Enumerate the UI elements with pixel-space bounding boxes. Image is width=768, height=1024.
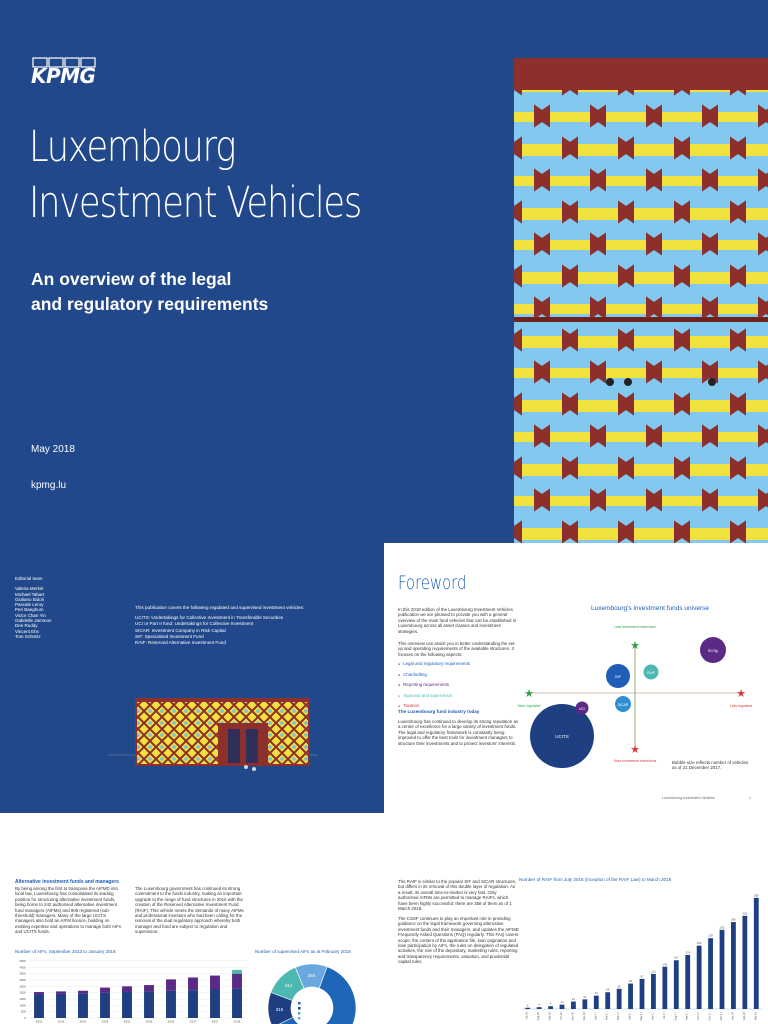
bar-segment [34, 992, 44, 995]
raif-bar [708, 938, 713, 1009]
raif-x-tick-label: Mar-18 [754, 1012, 758, 1021]
raif-bar [674, 960, 679, 1009]
raif-x-tick-label: Sep-17 [685, 1012, 689, 1021]
y-tick-label: 4500 [19, 959, 26, 963]
x-tick-label: 03/16 [145, 1020, 153, 1024]
team-member: Giuliano Bidoli [15, 596, 44, 602]
foreword-page [384, 543, 768, 813]
vehicle-item: RAIF: Reserved Alternative Investment Fund [135, 640, 226, 646]
raif-value-label: 24 [571, 997, 575, 1002]
raif-value-label: 300 [742, 911, 748, 916]
bar-segment [188, 990, 198, 1018]
bar-segment [210, 990, 220, 1019]
raif-x-tick-label: Dec-16 [582, 1012, 586, 1021]
bar-segment [144, 991, 154, 1018]
raif-value-label: 82 [629, 979, 633, 984]
team-member: Michael Tabart [15, 591, 45, 597]
bar-segment [78, 991, 88, 994]
raif-x-tick-label: Dec-17 [720, 1012, 723, 1021]
y-tick-label: 2000 [19, 990, 26, 995]
aif-section-title: Alternative investment funds and managers [15, 879, 119, 885]
bar-segment [144, 985, 154, 991]
bar-segment [232, 974, 242, 989]
raif-value-label: 228 [708, 933, 713, 938]
y-tick-label: 3500 [19, 971, 26, 976]
label-top: Less investment restrictions [614, 625, 656, 629]
bubble-label-uci: UCI [578, 707, 586, 711]
editorial-team-heading: Editorial team [15, 576, 43, 581]
legend-swatch [298, 1017, 301, 1020]
raif-bar [594, 996, 599, 1009]
cover-title-line1: Luxembourg [29, 122, 236, 172]
raif-bar [605, 992, 610, 1009]
raif-value-label: 97 [640, 974, 644, 979]
team-member: Valeria Merkel [15, 586, 44, 592]
vehicle-item: SICAR: Investment Company in Risk Capital [135, 627, 226, 633]
raif-value-label: 6 [538, 1002, 540, 1007]
raif-bar [537, 1007, 542, 1009]
team-member: Gabrielle Jammon [15, 618, 52, 624]
raif-bar [662, 967, 667, 1009]
page-number: 1 [749, 796, 751, 800]
x-tick-label: 09/17 [211, 1020, 219, 1024]
supervised-aifs-donut-chart [262, 956, 382, 1024]
raif-value-label: 174 [685, 950, 691, 955]
x-tick-label: 09/14 [79, 1020, 87, 1024]
bar-segment [56, 991, 66, 994]
raif-value-label: 255 [719, 925, 725, 930]
legend-label: RAIFs [302, 1016, 311, 1021]
aspect-item: ● Taxation [398, 701, 518, 712]
raif-value-label: 31 [583, 994, 587, 999]
donut-chart-title: Number of supervised AIFs as at February 2018 [255, 949, 351, 954]
raif-x-tick-label: Aug-16 [537, 1012, 541, 1021]
raif-bar [651, 974, 656, 1009]
team-member: Vincent Ehx [15, 628, 39, 634]
raif-bar [640, 979, 645, 1009]
y-tick-label: 500 [20, 1009, 26, 1014]
team-member: Tom Schmitz [15, 633, 41, 639]
aif-page [0, 813, 384, 1024]
raif-value-label: 54 [606, 987, 610, 992]
raif-x-tick-label: Mar-17 [617, 1012, 621, 1021]
cover-url: kpmg.lu [31, 480, 67, 491]
legend-label: SIFs [302, 1006, 309, 1011]
legend-label: Part II [302, 1001, 311, 1006]
aspect-item: ● Legal and regulatory requirements [398, 659, 518, 670]
editorial-page [0, 543, 384, 813]
bar-segment [232, 970, 242, 974]
raif-value-label: 9 [549, 1001, 552, 1006]
x-tick-label: 01/18 [233, 1020, 241, 1024]
legend-label: SICARs [302, 1011, 313, 1016]
raif-bar [548, 1006, 553, 1009]
y-tick-label: 4000 [19, 965, 26, 970]
raif-value-label: 280 [731, 917, 736, 922]
raif-value-label: 113 [651, 969, 656, 974]
vehicle-item: UCI or Part II fund: Undertakings for Collective Investment [135, 621, 254, 627]
raif-bar [742, 916, 747, 1009]
raif-value-label: 43 [594, 991, 598, 996]
donut-value-label: 315 [275, 1007, 284, 1013]
y-tick-label: 2500 [19, 984, 26, 989]
team-member: Peri Baeghum [15, 607, 44, 613]
raif-x-tick-label: May-17 [640, 1012, 643, 1021]
x-tick-label: 09/15 [123, 1020, 131, 1024]
bar-segment [166, 991, 176, 1018]
raif-value-label: 204 [696, 941, 702, 946]
x-tick-label: 03/17 [189, 1020, 197, 1024]
raif-bar [582, 999, 587, 1009]
raif-x-tick-label: Nov-16 [571, 1012, 575, 1021]
small-building-illustration [108, 693, 318, 778]
y-tick-label: 1500 [19, 997, 26, 1001]
raif-x-tick-label: Oct-16 [560, 1012, 563, 1020]
star-right-icon: ★ [736, 688, 746, 700]
aspect-item: ● Reporting requirements [398, 680, 518, 691]
team-member: Pascale Leroy [15, 602, 44, 608]
raif-x-tick-label: Jan-18 [731, 1012, 735, 1020]
raif-bar [628, 984, 633, 1009]
bar-segment [34, 995, 44, 1018]
raif-x-tick-label: Jul-17 [662, 1012, 666, 1020]
legend-swatch [298, 1002, 301, 1005]
vehicles-intro: This publication covers the following regulated and supervised investment vehicles: [135, 605, 305, 610]
raif-chart-title: Number of RAIF from July 2016 (inception of the RAIF Law) to March 2018 [519, 877, 672, 882]
bubble-label-sif: SIF [614, 674, 622, 679]
raif-paragraph: The CSSF continues to play an important role in providing guidance on the legal framework governing alternative investment funds and their managers, and updates the AIFMD Frequently Asked Questions (FAQ) regularly. This FAQ covers scope, the content of the application file, loan origination and loan participation by AIFs, the rules on delegation of regulated activities, the role of the depositary, marketing rules, reporting and transparency requirements, valuation, and prudential capital rules. [398, 916, 519, 965]
bubble-label-raif: RAIF [647, 671, 655, 675]
bar-segment [232, 989, 242, 1018]
raif-bar [571, 1002, 576, 1009]
raif-bar [560, 1005, 565, 1009]
raif-value-label: 65 [617, 984, 621, 989]
vehicles-legend [135, 605, 335, 646]
building-illustration [514, 52, 768, 543]
raif-x-tick-label: Aug-17 [674, 1012, 678, 1021]
editorial-team [15, 576, 52, 639]
bubble-note: Bubble size reflects number of vehicles as of 31 December 2017. [672, 760, 749, 771]
page-footer: Luxembourg Investment Vehicles [662, 796, 715, 800]
raif-page [384, 813, 768, 1024]
raif-value-label: 358 [753, 893, 759, 898]
team-member: Dee Ruddy [15, 623, 38, 629]
label-right: Less regulated [729, 704, 753, 708]
raif-x-tick-label: Oct-17 [697, 1012, 701, 1020]
aspect-item: ● Approval and supervision [398, 691, 518, 702]
bubble-label-ucits: UCITS [555, 734, 569, 739]
aspect-item: ● Chanfodting [398, 670, 518, 681]
bar-segment [210, 976, 220, 990]
aifs-stacked-bar-chart [12, 956, 252, 1024]
raif-paragraph: The RAIF is similar to the popular SIF and SICAR structures, but differs in its removal of this double layer of regulation. As a result, its overall time-to-market is very fast. Only authorised AIFMs are permitted to manage RAIFs, which have been highly successful: there are 358 of them as of 1 March 2018. [398, 879, 517, 912]
x-tick-label: 09/13 [35, 1020, 43, 1024]
raif-x-tick-label: Sep-16 [548, 1012, 552, 1021]
raif-bar [697, 946, 702, 1009]
raif-x-tick-label: Jan-17 [594, 1012, 598, 1020]
bar-segment [78, 993, 88, 1018]
star-bottom-icon: ★ [630, 744, 640, 756]
vehicle-item: UCITS: Undertakings for Collective Investment in Transferable Securities [135, 615, 284, 621]
bubble-label-sicar: SICAR [617, 703, 629, 707]
raif-bar [720, 930, 725, 1009]
cover-subtitle-line2: and regulatory requirements [31, 294, 269, 314]
y-tick-label: 3000 [19, 978, 26, 982]
raif-bar-chart [514, 885, 766, 1024]
donut-value-label: 284 [307, 973, 316, 979]
raif-x-tick-label: Jun-17 [651, 1012, 655, 1020]
foreword-subheading: The Luxembourg fund industry today [398, 709, 480, 714]
raif-value-label: 4 [526, 1003, 529, 1008]
universe-chart-title: Luxembourg's investment funds universe [591, 605, 709, 612]
star-top-icon: ★ [630, 640, 640, 652]
x-tick-label: 03/14 [57, 1020, 65, 1024]
cover-title-line2: Investment Vehicles [29, 178, 362, 228]
legend-swatch [298, 1012, 301, 1015]
bar-segment [188, 977, 198, 990]
star-left-icon: ★ [524, 688, 534, 700]
aif-paragraph: The Luxembourg government has continued its strong commitment to the funds industry, making an important upgrade to the range of fund structures in 2016 with the creation of the Reserved Alternative Investment Fund (RAIF). This vehicle meets the demands of many AIFMs and professional investors who had been calling for the removal of the dual regulatory approach whereby both manager and fund are subject to regulation and supervision. [135, 886, 244, 935]
cover-subtitle-line1: An overview of the legal [31, 269, 232, 289]
aif-paragraph: By being among the first to transpose the AIFMD into local law, Luxembourg has consolidated its leading position for structuring alternative investment funds, being home to 242 authorised alternative investment fund managers (AIFMs) and 905 registered (sub-threshold) managers. Many of the large UCITS managers also hold an AIFM licence, building on existing expertise and operations to manage both AIFs and UCITS funds. [15, 886, 121, 935]
raif-x-tick-label: Jul-16 [525, 1012, 529, 1020]
raif-x-tick-label: Nov-17 [708, 1012, 712, 1021]
aifs-chart-title: Number of AIFs, September 2013 to January 2018 [15, 949, 116, 954]
x-tick-label: 03/15 [101, 1020, 109, 1024]
bar-segment [122, 992, 132, 1018]
cover-subtitle [31, 267, 361, 317]
y-tick-label: 1000 [19, 1003, 26, 1008]
foreword-paragraph: Luxembourg has continued to develop its strong reputation as a centre of excellence for a large variety of investment funds. The legal and regulatory framework is constantly being improved to offer the best tools for investment managers to structure their investments and to protect investors' interests. [398, 719, 519, 746]
raif-bar [617, 989, 622, 1009]
raif-x-tick-label: Apr-17 [628, 1012, 632, 1020]
raif-bar [754, 898, 759, 1009]
label-left: More regulated [517, 704, 541, 708]
bar-segment [166, 979, 176, 990]
legend-swatch [298, 1007, 301, 1010]
donut-value-label: 314 [284, 982, 293, 988]
kpmg-logo: KPMG [31, 64, 96, 88]
y-tick-label: 0 [24, 1016, 26, 1020]
foreword-paragraph: This overview can assist you in better understanding the set-up and operating requirements of the available structures. It focuses on the following aspects: [398, 641, 516, 657]
funds-universe-diagram [517, 625, 759, 781]
raif-value-label: 136 [662, 962, 668, 967]
team-member: Victor Chan Yin [15, 612, 46, 618]
bubble-label-scsp: SCSp [707, 648, 719, 653]
aspects-list [398, 659, 518, 712]
x-tick-label: 09/16 [167, 1020, 175, 1024]
foreword-paragraph: In this 2018 edition of the Luxembourg Investment Vehicles publication we are pleased to provide you with a general overview of the main fund vehicles that can be established in Luxembourg across all asset classes and investment strategies. [398, 607, 517, 634]
raif-bar [685, 955, 690, 1009]
vehicle-item: SIF: Specialised Investment Fund [135, 633, 204, 639]
bar-segment [122, 986, 132, 992]
cover-date: May 2018 [31, 444, 75, 455]
foreword-title: Foreword [398, 572, 467, 594]
bar-segment [56, 994, 66, 1018]
bar-segment [100, 993, 110, 1018]
raif-bar [731, 922, 736, 1009]
raif-value-label: 14 [560, 1000, 564, 1005]
bar-segment [100, 988, 110, 993]
raif-x-tick-label: Feb-17 [605, 1012, 609, 1021]
raif-bar [525, 1008, 530, 1009]
raif-value-label: 157 [673, 955, 679, 960]
label-bottom: More investment restrictions [613, 759, 657, 763]
raif-x-tick-label: Feb-18 [742, 1012, 746, 1021]
